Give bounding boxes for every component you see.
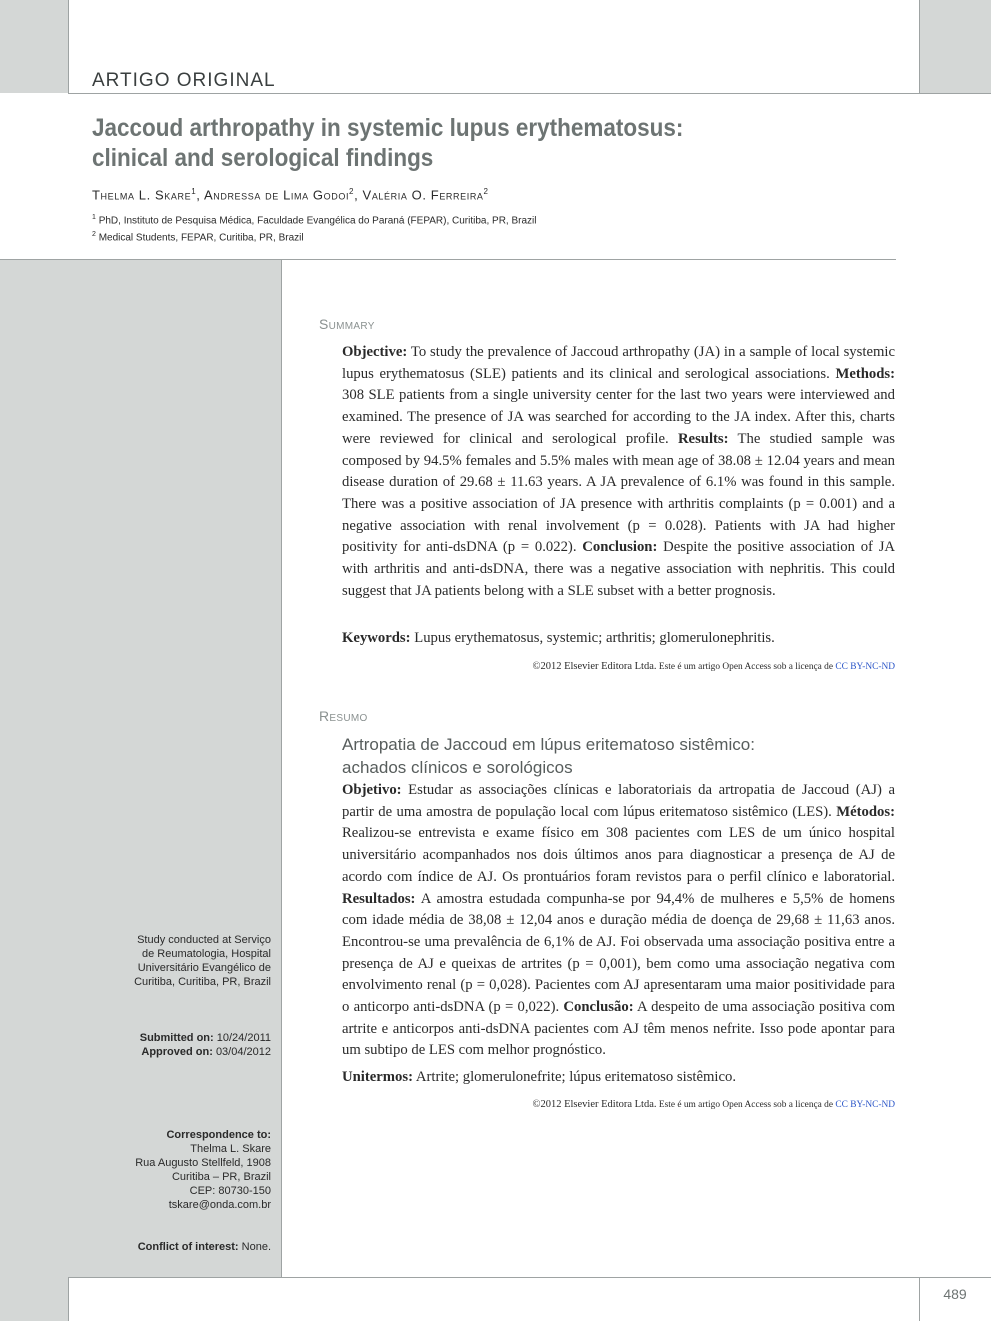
correspondence-cep: CEP: 80730-150 (189, 1185, 271, 1197)
footer-rule (68, 1277, 991, 1278)
correspondence-street: Rua Augusto Stellfeld, 1908 (135, 1157, 271, 1169)
author-3: Valéria O. Ferreira (362, 187, 484, 203)
submitted-value: 10/24/2011 (216, 1032, 271, 1044)
resumo-unitermos (342, 1067, 895, 1089)
resumo-copyright-main: ©2012 Elsevier Editora Ltda. (532, 1099, 657, 1110)
approved-value: 03/04/2012 (215, 1046, 271, 1058)
conclusao-label: Conclusão: (563, 999, 634, 1016)
methods-label: Methods: (835, 365, 896, 382)
submitted-row (92, 1031, 271, 1045)
study-note-line-1: Study conducted at Serviço (137, 934, 271, 946)
unitermos-label: Unitermos: (342, 1069, 413, 1085)
metodos-text: Realizou-se entrevista e exame físico em 308 pacientes com LES de um único hospital universitário acompanhados nos dois últimos anos para diagnosticar a presença de AJ de acordo com índice de AJ. Os prontuários foram revistos para o perfil clínico e laboratorial. (342, 825, 895, 885)
bottom-left-grey-block (0, 1277, 68, 1321)
author-2-sup: 2 (349, 187, 355, 196)
conflict-label: Conflict of interest: (137, 1241, 239, 1253)
approved-row (92, 1045, 271, 1059)
resumo-title-line-2: achados clínicos e sorológicos (342, 758, 573, 777)
results-label: Results: (677, 430, 729, 447)
page-number: 489 (943, 1286, 967, 1302)
bottom-left-divider (68, 1277, 69, 1321)
summary-copyright (342, 661, 895, 672)
author-1: Thelma L. Skare (92, 187, 192, 203)
bottom-right-divider (919, 1277, 920, 1321)
summary-copyright-note: Este é um artigo Open Access sob a licença de (658, 662, 834, 672)
affiliation-2-sup: 2 (92, 231, 96, 239)
conclusao-text: A despeito de uma associação positiva com artrite e anticorpos anti-dsDNA pacientes com AJ têm menos nefrite. Isso pode apontar para um subtipo de LES com melhor prognóstico. (342, 999, 895, 1059)
resumo-title (342, 733, 755, 779)
affiliation-1 (92, 211, 537, 228)
correspondence (92, 1128, 271, 1212)
study-note-line-2: de Reumatologia, Hospital (141, 948, 271, 960)
study-note-line-4: Curitiba, Curitiba, PR, Brazil (134, 976, 271, 988)
article-title-line-1: Jaccoud arthropathy in systemic lupus erythematosus: (92, 114, 684, 142)
correspondence-name: Thelma L. Skare (190, 1143, 271, 1155)
affiliation-2 (92, 228, 537, 245)
resumo-copyright-note: Este é um artigo Open Access sob a licença de (658, 1100, 834, 1110)
resumo-label: Resumo (319, 708, 368, 724)
top-right-grey-block (919, 0, 991, 93)
conflict-value: None. (241, 1241, 271, 1253)
summary-license-link[interactable]: CC BY-NC-ND (835, 662, 895, 672)
dates (92, 1031, 271, 1059)
correspondence-email[interactable]: tskare@onda.com.br (168, 1199, 271, 1211)
objetivo-text: Estudar as associações clínicas e laboratoriais da artropatia de Jaccoud (AJ) a partir de uma amostra de população local com lúpus eritematoso sistêmico (LES). (342, 782, 895, 820)
resultados-text: A amostra estudada compunha-se por 94,4% de mulheres e 5,5% de homens com idade média de 38,08 ± 12,04 anos e duração média de doença de 29,68 ± 11,63 anos. Encontrou-se uma prevalência de 6,1% de AJ. Foi observada uma associação positiva entre a presença de AJ e queixas de artrites (p = 0,001), bem como uma associação negativa com envolvimento renal (p = 0,028). Pacientes com AJ apresentaram uma maior positividade para o anticorpo anti-dsDNA (p = 0,022). (342, 890, 895, 1016)
keywords-label: Keywords: (342, 630, 411, 646)
study-note (92, 933, 271, 989)
conclusion-text: Despite the positive association of JA with arthritis and anti-dsDNA, there was a negative association with nephritis. This could suggest that JA patients belong with a SLE subset with a better prognosis. (342, 539, 896, 599)
correspondence-city: Curitiba – PR, Brazil (171, 1171, 271, 1183)
objective-label: Objective: (342, 344, 408, 360)
article-title-line-2: clinical and serological findings (92, 144, 434, 172)
header-rule (68, 93, 991, 94)
resumo-copyright (342, 1099, 895, 1110)
affiliations (92, 211, 537, 246)
abstract-top-rule (0, 259, 896, 260)
summary-label: Summary (319, 316, 375, 332)
conclusion-label: Conclusion: (582, 539, 658, 556)
study-note-line-3: Universitário Evangélico de (137, 962, 271, 974)
resumo-title-line-1: Artropatia de Jaccoud em lúpus eritematoso sistêmico: (342, 735, 755, 754)
summary-body (342, 342, 895, 602)
resumo-license-link[interactable]: CC BY-NC-ND (835, 1100, 895, 1110)
results-text: The studied sample was composed by 94.5% females and 5.5% males with mean age of 38.08 ± 12.04 years and mean disease duration of 29.68 ± 11.63 years. A JA prevalence of 6.1% was found in this sample. There was a positive association of JA presence with arthritis complaints (p = 0.001) and a negative association with renal involvement (p = 0.028). Patients with JA had higher positivity for anti-dsDNA (p = 0.022). (342, 430, 895, 556)
unitermos-text: Artrite; glomerulonefrite; lúpus eritematoso sistêmico. (415, 1069, 737, 1085)
top-left-divider (68, 0, 69, 93)
affiliation-2-text: Medical Students, FEPAR, Curitiba, PR, Brazil (98, 232, 304, 244)
correspondence-label: Correspondence to: (166, 1129, 271, 1141)
top-right-divider (919, 0, 920, 93)
metodos-label: Métodos: (836, 803, 896, 820)
resultados-label: Resultados: (342, 890, 416, 907)
author-1-sup: 1 (191, 187, 197, 196)
author-2: Andressa de Lima Godoi (203, 187, 350, 203)
top-left-grey-block (0, 0, 68, 93)
summary-copyright-main: ©2012 Elsevier Editora Ltda. (532, 661, 657, 672)
approved-label: Approved on: (141, 1046, 213, 1058)
left-sidebar-band (0, 259, 281, 1277)
objective-text: To study the prevalence of Jaccoud arthropathy (JA) in a sample of local systemic lupus erythematosus (SLE) patients and its clinical and serological associations. (342, 344, 895, 382)
methods-text: 308 SLE patients from a single university center for the last two years were interviewed and examined. The presence of JA was searched for according to the JA index. After this, charts were reviewed for clinical and serological profile. (342, 387, 895, 447)
article-title (92, 113, 683, 173)
author-3-sup: 2 (483, 187, 489, 196)
keywords-text: Lupus erythematosus, systemic; arthritis; glomerulonephritis. (414, 630, 775, 646)
summary-keywords (342, 628, 895, 650)
authors: Thelma L. Skare$^1$, Andressa de Lima Godoi$^2$, Valéria O. Ferreira$^2$ (92, 187, 489, 203)
conflict-of-interest (92, 1240, 271, 1254)
sidebar-divider (281, 259, 282, 1277)
resumo-body (342, 780, 895, 1062)
submitted-label: Submitted on: (139, 1032, 214, 1044)
section-tag: ARTIGO ORIGINAL (92, 70, 276, 91)
objetivo-label: Objetivo: (342, 782, 402, 798)
affiliation-1-sup: 1 (92, 214, 96, 221)
affiliation-1-text: PhD, Instituto de Pesquisa Médica, Faculdade Evangélica do Paraná (FEPAR), Curitiba, PR, Brazil (98, 215, 537, 227)
